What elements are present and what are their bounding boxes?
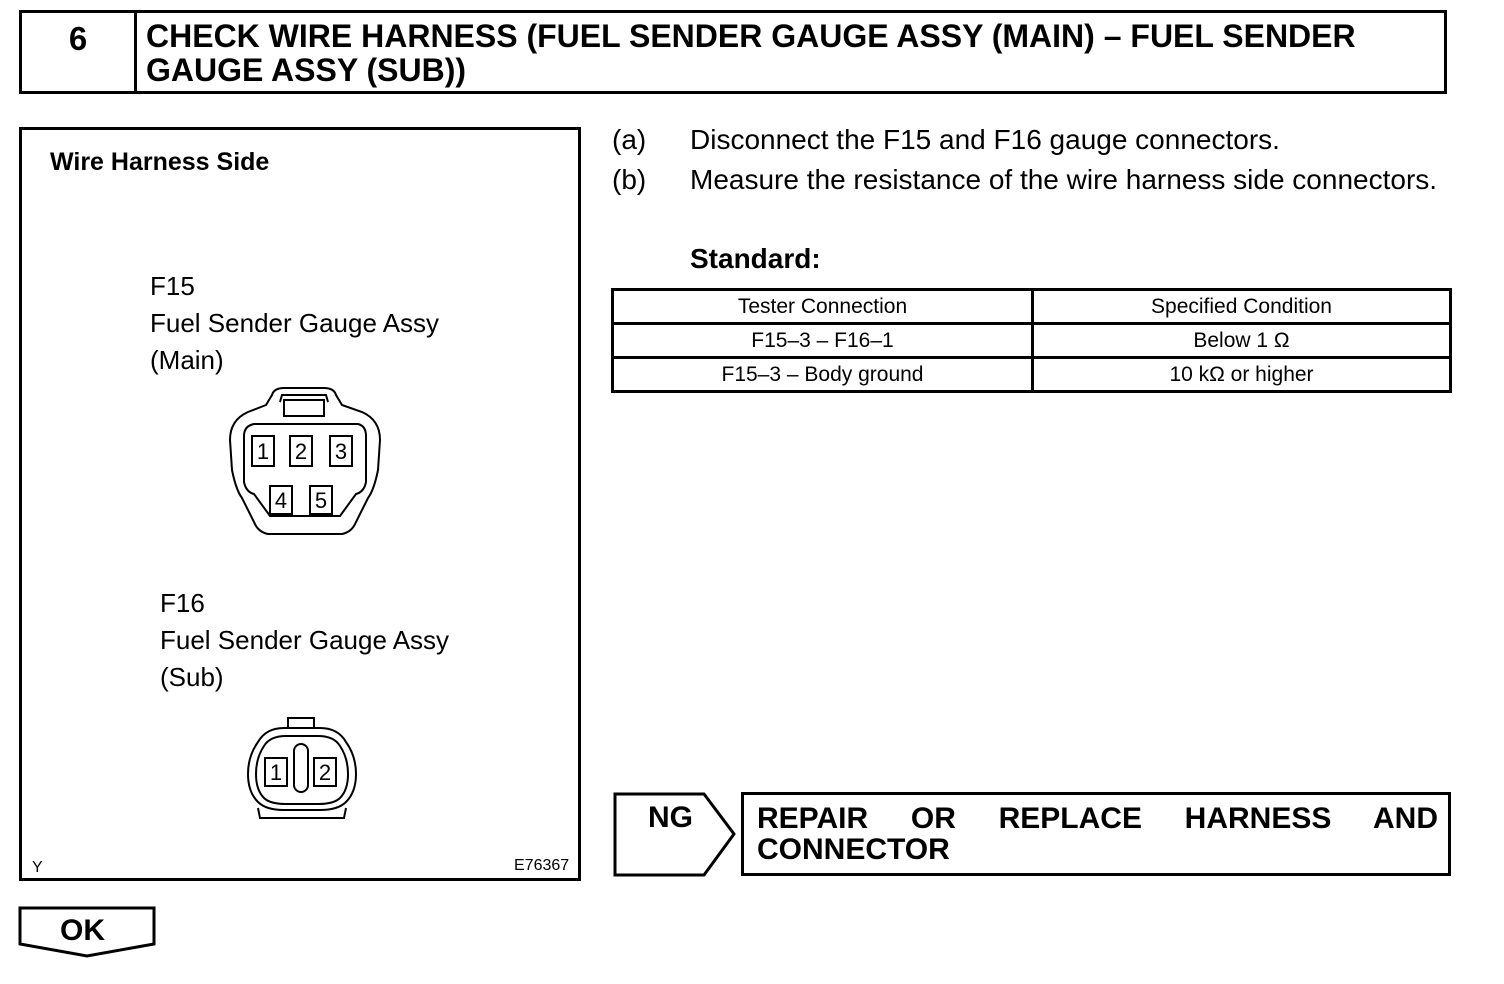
f16-pin-label: 2 — [318, 760, 332, 785]
step-title: CHECK WIRE HARNESS (FUEL SENDER GAUGE ASSY (MAIN) – FUEL SENDER GAUGE ASSY (SUB)) — [146, 18, 1356, 88]
instruction-b — [612, 160, 1462, 240]
ng-action-box — [741, 792, 1451, 876]
table-header-cell: Specified Condition — [1033, 290, 1451, 324]
table-row — [613, 324, 1451, 358]
instruction-text: Measure the resistance of the wire harness side connectors. — [690, 164, 1438, 195]
connector-f15-id: F15 — [150, 271, 195, 301]
connector-f16-pins — [270, 760, 331, 785]
ok-label: OK — [60, 914, 105, 947]
f15-pin-label: 5 — [314, 488, 328, 513]
instruction-text: Disconnect the F15 and F16 gauge connectors. — [690, 124, 1280, 155]
connector-f16-variant: (Sub) — [160, 662, 224, 692]
connector-drawings — [22, 130, 578, 878]
figure-code: E76367 — [514, 857, 570, 874]
figure-heading: Wire Harness Side — [50, 148, 270, 176]
instruction-letter: (b) — [612, 164, 647, 195]
table-cell: 10 kΩ or higher — [1033, 358, 1451, 392]
step-header — [19, 10, 1447, 94]
connector-f16-drawing — [248, 718, 356, 818]
instruction-a — [612, 120, 1462, 160]
standard-label: Standard: — [690, 243, 821, 274]
f15-pin-label: 4 — [274, 488, 288, 513]
f15-pin-label: 3 — [334, 439, 348, 464]
table-header-row — [613, 290, 1451, 324]
connector-f15-variant: (Main) — [150, 345, 224, 375]
instruction-letter: (a) — [612, 124, 647, 155]
connector-figure — [19, 127, 581, 881]
table-cell: F15–3 – F16–1 — [613, 324, 1033, 358]
figure-corner-label: Y — [32, 859, 43, 876]
f15-pin-label: 2 — [294, 439, 308, 464]
connector-f15-name: Fuel Sender Gauge Assy — [150, 308, 440, 338]
ng-label: NG — [648, 801, 693, 834]
ng-action-text: REPAIR OR REPLACE HARNESS AND CONNECTOR — [757, 802, 1438, 866]
table-header-cell: Tester Connection — [613, 290, 1033, 324]
spec-table — [611, 288, 1452, 393]
f16-pin-label: 1 — [269, 760, 283, 785]
table-row — [613, 358, 1451, 392]
table-cell: F15–3 – Body ground — [613, 358, 1033, 392]
connector-f16-name: Fuel Sender Gauge Assy — [160, 625, 450, 655]
f15-pin-label: 1 — [256, 439, 270, 464]
step-number: 6 — [22, 13, 137, 91]
table-cell: Below 1 Ω — [1033, 324, 1451, 358]
connector-f16-id: F16 — [160, 588, 205, 618]
